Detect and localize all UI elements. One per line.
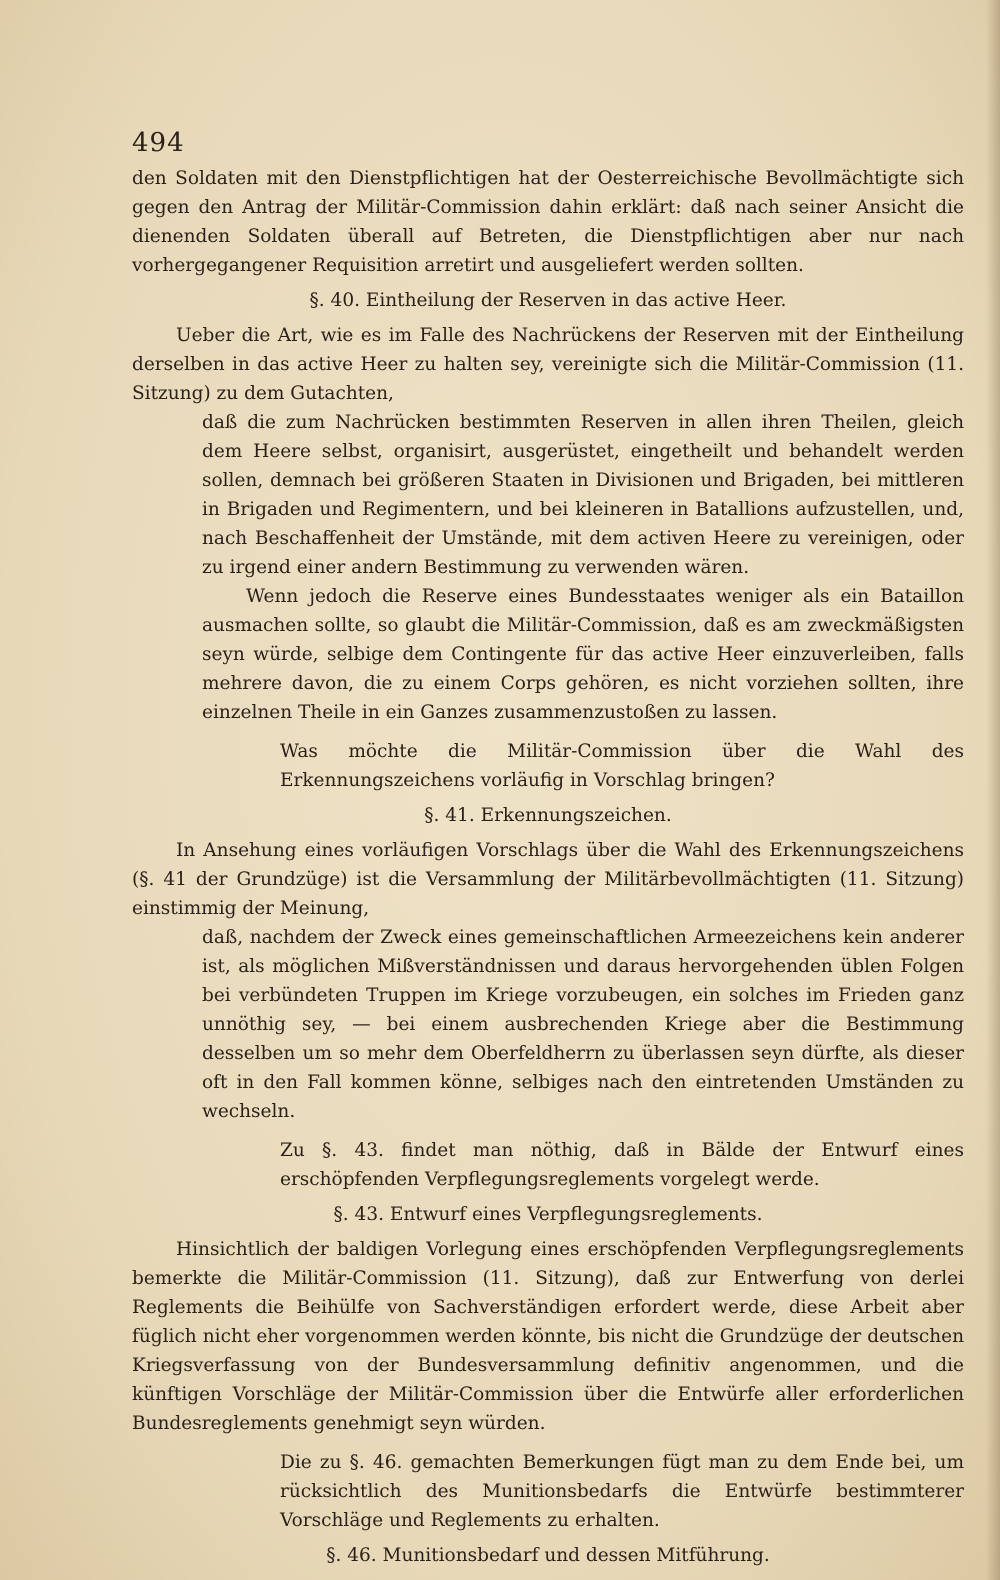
paragraph-recognition-opinion: daß, nachdem der Zweck eines gemeinschaftlichen Armeezeichens kein anderer ist, als möglichen Mißverständnissen und daraus hervorgehenden üblen Folgen bei verbündeten Truppen im Kriege vorzubeugen, ein solches im Frieden ganz unnöthig sey, — bei einem ausbrechenden Kriege aber die Bestimmung desselben um so mehr dem Oberfeldherrn zu überlassen seyn dürfte, als dieser oft in den Fall kommen könne, selbiges nach den eintretenden Umständen zu wechseln. — [202, 927, 964, 1122]
question-provisioning: Zu §. 43. findet man nöthig, daß in Bälde der Entwurf eines erschöpfenden Verpflegungsreglements vorgelegt werde. — [280, 1140, 964, 1190]
paragraph-reserves-intro: Ueber die Art, wie es im Falle des Nachrückens der Reserven mit der Eintheilung derselben in das active Heer zu halten sey, vereinigte sich die Militär-Commission (11. Sitzung) zu dem Gutachten, — [132, 325, 964, 404]
paragraph-provisioning: Hinsichtlich der baldigen Vorlegung eines erschöpfenden Verpflegungsreglements bemerkte die Militär-Commission (11. Sitzung), daß zur Entwerfung von derlei Reglements die Beihülfe von Sachverständigen erfordert werde, diese Arbeit aber füglich nicht eher vorgenommen werden könnte, bis nicht die Grundzüge der deutschen Kriegsverfassung von der Bundesversammlung definitiv angenommen, und die künftigen Vorschläge der Militär-Commission über die Entwürfe aller erforderlichen Bundesreglements genehmigt seyn würden. — [132, 1239, 964, 1434]
section-heading-41: §. 41. Erkennungszeichen. — [424, 805, 672, 826]
paragraph-recognition-intro: In Ansehung eines vorläufigen Vorschlags über die Wahl des Erkennungszeichens (§. 41 der Grundzüge) ist die Versammlung der Militärbevollmächtigten (11. Sitzung) einstimmig der Meinung, — [132, 840, 964, 919]
paragraph-soldiers: den Soldaten mit den Dienstpflichtigen hat der Oesterreichische Bevollmächtigte sich gegen den Antrag der Militär-Commission dahin erklärt: daß nach seiner Ansicht die dienenden Soldaten überall auf Betreten, die Dienstpflichtigen aber nur nach vorhergegangener Requisition arretirt und ausgeliefert werden sollten. — [132, 168, 964, 276]
section-heading-40: §. 40. Eintheilung der Reserven in das active Heer. — [309, 290, 787, 311]
page-edge-shadow — [986, 0, 1000, 1580]
question-recognition-sign: Was möchte die Militär-Commission über die Wahl des Erkennungszeichens vorläufig in Vorschlag bringen? — [280, 741, 964, 791]
page-number: 494 — [132, 128, 185, 158]
paragraph-reserves-opinion: daß die zum Nachrücken bestimmten Reserven in allen ihren Theilen, gleich dem Heere selbst, organisirt, ausgerüstet, eingetheilt und behandelt werden sollen, demnach bei größeren Staaten in Divisionen und Brigaden, bei mittleren in Brigaden und Regimentern, und bei kleineren in Batallions aufzustellen, und, nach Beschaffenheit der Umstände, mit dem activen Heere zu vereinigen, oder zu irgend einer andern Bestimmung zu verwenden wären. — [202, 412, 964, 578]
paragraph-reserves-battalion: Wenn jedoch die Reserve eines Bundesstaates weniger als ein Bataillon ausmachen sollte, so glaubt die Militär-Commission, daß es am zweckmäßigsten seyn würde, selbige dem Contingente für das active Heer einzuverleiben, falls mehrere davon, die zu einem Corps gehören, es nicht vorziehen sollten, ihre einzelnen Theile in ein Ganzes zusammenzustoßen zu lassen. — [202, 586, 964, 723]
page-text — [132, 164, 964, 1570]
section-heading-46: §. 46. Munitionsbedarf und dessen Mitführung. — [326, 1545, 770, 1566]
section-heading-43: §. 43. Entwurf eines Verpflegungsreglements. — [333, 1204, 763, 1225]
question-munitions: Die zu §. 46. gemachten Bemerkungen fügt man zu dem Ende bei, um rücksichtlich des Munitionsbedarfs die Entwürfe bestimmterer Vorschläge und Reglements zu erhalten. — [280, 1452, 964, 1531]
